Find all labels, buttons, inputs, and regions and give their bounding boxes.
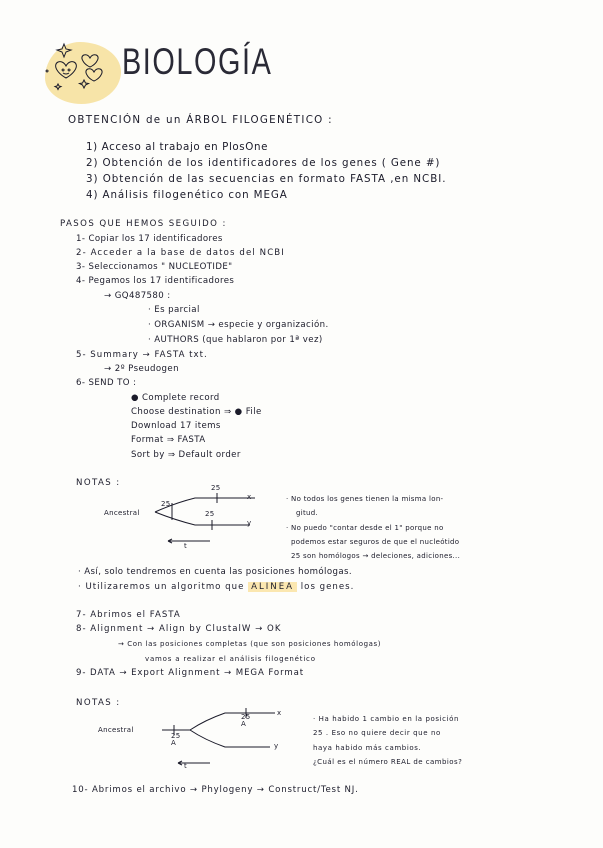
step-bullet: ● Complete record [131,393,220,403]
note-line: 25 son homólogos → deleciones, adiciones... [291,552,461,560]
branch-label [171,733,181,747]
doodle-hearts-icon [50,40,120,100]
note-line: haya habido más cambios. [313,744,422,752]
tree-leaf-label: x [247,493,252,501]
step: 3- Seleccionamos " NUCLEOTIDE" [76,262,233,272]
tree-leaf-label: y [274,742,279,750]
step: 7- Abrimos el FASTA [76,610,181,620]
note-line: 25 . Eso no quiere decir que no [313,729,441,737]
section-heading: PASOS QUE HEMOS SEGUIDO : [60,219,227,229]
tree-root-label: Ancestral [98,726,134,734]
step-bullet: · ORGANISM → especie y organización. [148,320,329,330]
note-line: · No puedo "contar desde el 1" porque no [286,524,444,532]
step: 9- DATA → Export Alignment → MEGA Format [76,668,305,678]
list-item: 1) Acceso al trabajo en PlosOne [86,141,269,153]
tree-leaf-label: y [247,519,252,527]
tree-leaf-label: x [277,709,282,717]
branch-label-value: 25 [171,732,181,740]
step-bullet: · Es parcial [148,305,200,315]
note-line: gitud. [296,509,319,517]
step-bullet: · AUTHORS (que hablaron por 1ª vez) [148,335,323,345]
note-bullet-text: · Utilizaremos un algoritmo que [78,582,245,592]
step-sub: vamos a realizar el análisis filogenético [145,655,316,663]
branch-label: 25 [161,500,171,508]
page-title: BIOLOGÍA [122,41,273,82]
section-heading: OBTENCIÓN de un ÁRBOL FILOGENÉTICO : [68,114,333,126]
scale-label: t [184,762,188,770]
step: 1- Copiar los 17 identificadores [76,234,223,244]
branch-label-sub: A [171,739,177,747]
step-bullet: Format ⇒ FASTA [131,435,206,445]
branch-label [241,714,251,728]
step: 5- Summary → FASTA txt. [76,350,208,360]
branch-label-value: 25 [241,713,251,721]
step: 6- SEND TO : [76,378,137,388]
note-line: · No todos los genes tienen la misma lon- [286,495,444,503]
step: 4- Pegamos los 17 identificadores [76,276,235,286]
note-bullet: · Así, solo tendremos en cuenta las posiciones homólogas. [78,567,353,577]
step-bullet: Choose destination ⇒ ● File [131,407,262,417]
highlighted-word: ALINEA [248,582,297,592]
notes-heading: NOTAS : [76,698,121,708]
list-item: 4) Análisis filogenético con MEGA [86,189,288,201]
step-bullet: Download 17 items [131,421,221,431]
tree-root-label: Ancestral [104,509,140,517]
branch-label: 25 [205,510,215,518]
note-bullet [78,582,354,592]
step: 10- Abrimos el archivo → Phylogeny → Construct/Test NJ. [72,785,359,795]
branch-label-sub: A [241,720,247,728]
list-item: 3) Obtención de las secuencias en formato FASTA ,en NCBI. [86,173,447,185]
note-line: ¿Cuál es el número REAL de cambios? [313,758,463,766]
step-sub: → Con las posiciones completas (que son posiciones homólogas) [118,640,382,648]
step-bullet: Sort by ⇒ Default order [131,450,241,460]
scale-label: t [184,542,188,550]
note-line: · Ha habido 1 cambio en la posición [313,715,460,723]
branch-label: 25 [211,484,221,492]
step: 2- Acceder a la base de datos del NCBI [76,248,285,258]
list-item: 2) Obtención de los identificadores de los genes ( Gene #) [86,157,441,169]
step-sub: → 2º Pseudogen [104,364,179,374]
step: 8- Alignment → Align by ClustalW → OK [76,624,282,634]
note-line: podemos estar seguros de que el nucleótido [291,538,460,546]
note-bullet-text: los genes. [300,582,355,592]
step-sub: → GQ487580 : [104,291,171,301]
notes-heading: NOTAS : [76,478,121,488]
